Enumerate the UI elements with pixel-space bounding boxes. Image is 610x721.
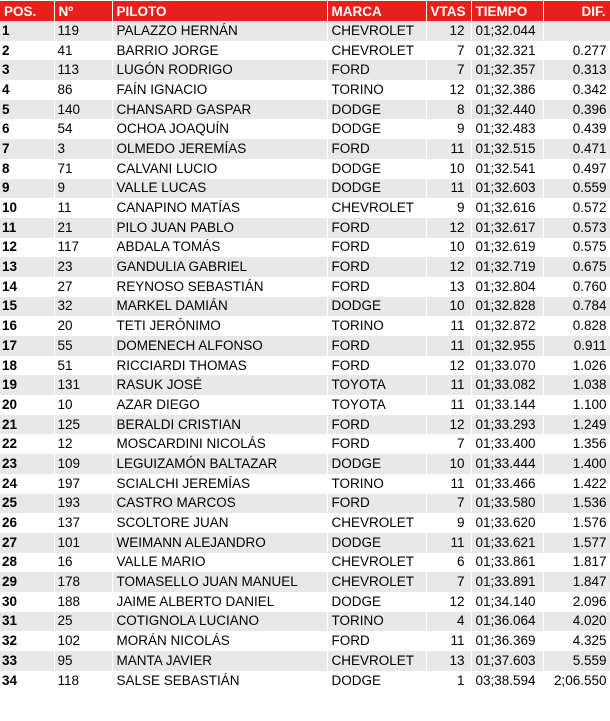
cell-tiempo: 01;32.515 xyxy=(471,139,543,159)
cell-num: 3 xyxy=(54,139,112,159)
cell-marca: DODGE xyxy=(327,592,426,612)
cell-piloto: SALSE SEBASTIÁN xyxy=(112,671,327,691)
cell-pos: 12 xyxy=(0,238,54,258)
cell-pos: 28 xyxy=(0,553,54,573)
table-row xyxy=(0,198,610,218)
cell-vtas: 7 xyxy=(426,434,471,454)
cell-num: 178 xyxy=(54,572,112,592)
cell-marca: DODGE xyxy=(327,100,426,120)
cell-marca: TOYOTA xyxy=(327,375,426,395)
table-row xyxy=(0,572,610,592)
table-row xyxy=(0,277,610,297)
cell-num: 23 xyxy=(54,257,112,277)
cell-piloto: LEGUIZAMÓN BALTAZAR xyxy=(112,454,327,474)
table-row xyxy=(0,434,610,454)
cell-marca: TORINO xyxy=(327,80,426,100)
cell-dif: 1.026 xyxy=(543,356,610,376)
cell-num: 86 xyxy=(54,80,112,100)
cell-num: 20 xyxy=(54,316,112,336)
cell-pos: 16 xyxy=(0,316,54,336)
cell-piloto: LUGÓN RODRIGO xyxy=(112,60,327,80)
cell-pos: 26 xyxy=(0,513,54,533)
cell-tiempo: 01;33.621 xyxy=(471,533,543,553)
cell-tiempo: 01;32.955 xyxy=(471,336,543,356)
cell-tiempo: 01;33.144 xyxy=(471,395,543,415)
cell-vtas: 11 xyxy=(426,533,471,553)
cell-marca: FORD xyxy=(327,60,426,80)
cell-dif: 4.020 xyxy=(543,612,610,632)
cell-piloto: RICCIARDI THOMAS xyxy=(112,356,327,376)
cell-num: 54 xyxy=(54,119,112,139)
cell-num: 117 xyxy=(54,238,112,258)
cell-vtas: 11 xyxy=(426,139,471,159)
table-row xyxy=(0,612,610,632)
cell-marca: CHEVROLET xyxy=(327,21,426,41)
cell-marca: FORD xyxy=(327,238,426,258)
cell-piloto: TETI JERÓNIMO xyxy=(112,316,327,336)
cell-piloto: MOSCARDINI NICOLÁS xyxy=(112,434,327,454)
cell-marca: CHEVROLET xyxy=(327,572,426,592)
cell-vtas: 9 xyxy=(426,198,471,218)
cell-num: 41 xyxy=(54,41,112,61)
cell-vtas: 11 xyxy=(426,375,471,395)
cell-dif: 0.497 xyxy=(543,159,610,179)
cell-piloto: GANDULIA GABRIEL xyxy=(112,257,327,277)
cell-vtas: 11 xyxy=(426,631,471,651)
cell-vtas: 11 xyxy=(426,316,471,336)
cell-tiempo: 01;33.620 xyxy=(471,513,543,533)
cell-tiempo: 01;36.369 xyxy=(471,631,543,651)
cell-vtas: 7 xyxy=(426,41,471,61)
cell-pos: 3 xyxy=(0,60,54,80)
cell-tiempo: 01;32.828 xyxy=(471,297,543,317)
cell-num: 27 xyxy=(54,277,112,297)
table-row xyxy=(0,21,610,41)
table-row xyxy=(0,592,610,612)
table-row xyxy=(0,375,610,395)
cell-dif: 0.784 xyxy=(543,297,610,317)
cell-piloto: VALLE LUCAS xyxy=(112,179,327,199)
cell-piloto: COTIGNOLA LUCIANO xyxy=(112,612,327,632)
cell-marca: TORINO xyxy=(327,316,426,336)
table-row xyxy=(0,474,610,494)
cell-tiempo: 01;33.466 xyxy=(471,474,543,494)
cell-pos: 20 xyxy=(0,395,54,415)
cell-dif: 0.911 xyxy=(543,336,610,356)
cell-piloto: CASTRO MARCOS xyxy=(112,494,327,514)
cell-marca: CHEVROLET xyxy=(327,553,426,573)
cell-piloto: OCHOA JOAQUÍN xyxy=(112,119,327,139)
cell-vtas: 4 xyxy=(426,612,471,632)
table-row xyxy=(0,238,610,258)
cell-vtas: 10 xyxy=(426,159,471,179)
cell-tiempo: 01;32.321 xyxy=(471,41,543,61)
cell-marca: DODGE xyxy=(327,179,426,199)
cell-num: 12 xyxy=(54,434,112,454)
cell-pos: 1 xyxy=(0,21,54,41)
cell-vtas: 12 xyxy=(426,257,471,277)
cell-num: 51 xyxy=(54,356,112,376)
table-row xyxy=(0,100,610,120)
cell-dif: 1.422 xyxy=(543,474,610,494)
cell-dif: 0.572 xyxy=(543,198,610,218)
cell-piloto: FAÍN IGNACIO xyxy=(112,80,327,100)
cell-piloto: PILO JUAN PABLO xyxy=(112,218,327,238)
cell-dif: 0.342 xyxy=(543,80,610,100)
cell-marca: FORD xyxy=(327,139,426,159)
table-row xyxy=(0,651,610,671)
cell-dif: 0.439 xyxy=(543,119,610,139)
table-row xyxy=(0,159,610,179)
cell-vtas: 7 xyxy=(426,494,471,514)
table-row xyxy=(0,119,610,139)
cell-marca: FORD xyxy=(327,277,426,297)
cell-marca: CHEVROLET xyxy=(327,651,426,671)
cell-marca: TORINO xyxy=(327,474,426,494)
cell-num: 32 xyxy=(54,297,112,317)
cell-piloto: RASUK JOSÉ xyxy=(112,375,327,395)
cell-dif: 1.400 xyxy=(543,454,610,474)
cell-piloto: MARKEL DAMIÁN xyxy=(112,297,327,317)
cell-vtas: 7 xyxy=(426,60,471,80)
table-row xyxy=(0,631,610,651)
cell-dif: 0.559 xyxy=(543,179,610,199)
cell-vtas: 7 xyxy=(426,572,471,592)
cell-piloto: CHANSARD GASPAR xyxy=(112,100,327,120)
cell-pos: 33 xyxy=(0,651,54,671)
cell-pos: 15 xyxy=(0,297,54,317)
cell-marca: FORD xyxy=(327,631,426,651)
cell-dif: 1.576 xyxy=(543,513,610,533)
table-row xyxy=(0,60,610,80)
cell-tiempo: 01;32.603 xyxy=(471,179,543,199)
table-row xyxy=(0,139,610,159)
cell-num: 16 xyxy=(54,553,112,573)
table-row xyxy=(0,316,610,336)
header-row xyxy=(0,1,610,21)
cell-dif: 0.396 xyxy=(543,100,610,120)
table-row xyxy=(0,513,610,533)
table-row xyxy=(0,553,610,573)
cell-pos: 32 xyxy=(0,631,54,651)
cell-num: 131 xyxy=(54,375,112,395)
cell-dif: 0.277 xyxy=(543,41,610,61)
cell-num: 101 xyxy=(54,533,112,553)
cell-piloto: WEIMANN ALEJANDRO xyxy=(112,533,327,553)
cell-tiempo: 01;33.293 xyxy=(471,415,543,435)
cell-num: 137 xyxy=(54,513,112,533)
table-row xyxy=(0,415,610,435)
cell-tiempo: 01;32.616 xyxy=(471,198,543,218)
cell-vtas: 12 xyxy=(426,218,471,238)
cell-num: 193 xyxy=(54,494,112,514)
cell-dif: 0.675 xyxy=(543,257,610,277)
cell-pos: 11 xyxy=(0,218,54,238)
results-body xyxy=(0,21,610,690)
cell-marca: FORD xyxy=(327,434,426,454)
cell-tiempo: 01;34.140 xyxy=(471,592,543,612)
cell-pos: 25 xyxy=(0,494,54,514)
header-num[interactable]: Nº xyxy=(54,1,112,21)
cell-piloto: OLMEDO JEREMÍAS xyxy=(112,139,327,159)
cell-piloto: JAIME ALBERTO DANIEL xyxy=(112,592,327,612)
cell-piloto: REYNOSO SEBASTIÁN xyxy=(112,277,327,297)
cell-pos: 6 xyxy=(0,119,54,139)
cell-vtas: 10 xyxy=(426,454,471,474)
cell-pos: 4 xyxy=(0,80,54,100)
cell-piloto: SCOLTORE JUAN xyxy=(112,513,327,533)
cell-vtas: 12 xyxy=(426,356,471,376)
cell-dif: 4.325 xyxy=(543,631,610,651)
cell-pos: 27 xyxy=(0,533,54,553)
cell-tiempo: 01;32.440 xyxy=(471,100,543,120)
cell-dif: 1.038 xyxy=(543,375,610,395)
cell-piloto: BARRIO JORGE xyxy=(112,41,327,61)
cell-vtas: 11 xyxy=(426,179,471,199)
cell-num: 140 xyxy=(54,100,112,120)
cell-marca: FORD xyxy=(327,415,426,435)
cell-vtas: 9 xyxy=(426,513,471,533)
cell-num: 113 xyxy=(54,60,112,80)
cell-marca: CHEVROLET xyxy=(327,513,426,533)
cell-piloto: AZAR DIEGO xyxy=(112,395,327,415)
cell-vtas: 10 xyxy=(426,297,471,317)
cell-piloto: CANAPINO MATÍAS xyxy=(112,198,327,218)
cell-marca: FORD xyxy=(327,257,426,277)
header-vtas[interactable]: VTAS xyxy=(426,1,471,21)
cell-pos: 9 xyxy=(0,179,54,199)
cell-tiempo: 01;32.804 xyxy=(471,277,543,297)
cell-marca: FORD xyxy=(327,218,426,238)
cell-dif: 1.847 xyxy=(543,572,610,592)
cell-num: 71 xyxy=(54,159,112,179)
cell-dif: 1.100 xyxy=(543,395,610,415)
cell-tiempo: 01;33.891 xyxy=(471,572,543,592)
table-row xyxy=(0,671,610,691)
cell-marca: DODGE xyxy=(327,297,426,317)
cell-num: 95 xyxy=(54,651,112,671)
table-row xyxy=(0,395,610,415)
cell-dif: 1.536 xyxy=(543,494,610,514)
cell-marca: TORINO xyxy=(327,612,426,632)
cell-vtas: 9 xyxy=(426,119,471,139)
cell-tiempo: 01;32.541 xyxy=(471,159,543,179)
cell-vtas: 10 xyxy=(426,238,471,258)
cell-marca: FORD xyxy=(327,494,426,514)
cell-pos: 22 xyxy=(0,434,54,454)
cell-num: 25 xyxy=(54,612,112,632)
cell-num: 10 xyxy=(54,395,112,415)
table-row xyxy=(0,257,610,277)
cell-dif: 0.573 xyxy=(543,218,610,238)
cell-dif: 5.559 xyxy=(543,651,610,671)
cell-tiempo: 01;33.444 xyxy=(471,454,543,474)
cell-pos: 24 xyxy=(0,474,54,494)
cell-num: 55 xyxy=(54,336,112,356)
cell-marca: FORD xyxy=(327,356,426,376)
cell-vtas: 11 xyxy=(426,474,471,494)
cell-pos: 19 xyxy=(0,375,54,395)
table-row xyxy=(0,218,610,238)
cell-dif: 0.313 xyxy=(543,60,610,80)
cell-vtas: 12 xyxy=(426,592,471,612)
cell-tiempo: 01;32.872 xyxy=(471,316,543,336)
cell-dif: 0.575 xyxy=(543,238,610,258)
cell-marca: DODGE xyxy=(327,671,426,691)
cell-pos: 14 xyxy=(0,277,54,297)
cell-vtas: 11 xyxy=(426,336,471,356)
cell-dif: 1.356 xyxy=(543,434,610,454)
cell-dif: 1.817 xyxy=(543,553,610,573)
table-row xyxy=(0,41,610,61)
cell-piloto: ABDALA TOMÁS xyxy=(112,238,327,258)
cell-tiempo: 01;37.603 xyxy=(471,651,543,671)
cell-piloto: DOMENECH ALFONSO xyxy=(112,336,327,356)
cell-tiempo: 01;32.619 xyxy=(471,238,543,258)
cell-piloto: TOMASELLO JUAN MANUEL xyxy=(112,572,327,592)
cell-marca: CHEVROLET xyxy=(327,41,426,61)
cell-tiempo: 01;33.400 xyxy=(471,434,543,454)
cell-pos: 8 xyxy=(0,159,54,179)
cell-dif: 0.471 xyxy=(543,139,610,159)
table-row xyxy=(0,297,610,317)
cell-pos: 13 xyxy=(0,257,54,277)
cell-num: 102 xyxy=(54,631,112,651)
cell-marca: DODGE xyxy=(327,119,426,139)
cell-num: 109 xyxy=(54,454,112,474)
header-marca[interactable]: MARCA xyxy=(327,1,426,21)
header-pos[interactable]: POS. xyxy=(0,1,54,21)
cell-tiempo: 01;32.617 xyxy=(471,218,543,238)
cell-dif: 1.577 xyxy=(543,533,610,553)
cell-tiempo: 01;33.070 xyxy=(471,356,543,376)
table-row xyxy=(0,454,610,474)
cell-pos: 18 xyxy=(0,356,54,376)
cell-marca: CHEVROLET xyxy=(327,198,426,218)
cell-tiempo: 01;32.044 xyxy=(471,21,543,41)
cell-dif: 1.249 xyxy=(543,415,610,435)
cell-vtas: 6 xyxy=(426,553,471,573)
cell-tiempo: 01;32.719 xyxy=(471,257,543,277)
cell-pos: 10 xyxy=(0,198,54,218)
cell-piloto: SCIALCHI JEREMÍAS xyxy=(112,474,327,494)
table-row xyxy=(0,494,610,514)
cell-dif xyxy=(543,21,610,41)
cell-pos: 21 xyxy=(0,415,54,435)
table-row xyxy=(0,80,610,100)
cell-vtas: 12 xyxy=(426,80,471,100)
cell-dif: 2.096 xyxy=(543,592,610,612)
cell-dif: 0.760 xyxy=(543,277,610,297)
cell-marca: DODGE xyxy=(327,454,426,474)
results-table xyxy=(0,1,610,690)
cell-vtas: 11 xyxy=(426,395,471,415)
cell-pos: 29 xyxy=(0,572,54,592)
cell-num: 118 xyxy=(54,671,112,691)
cell-num: 9 xyxy=(54,179,112,199)
table-row xyxy=(0,533,610,553)
cell-num: 188 xyxy=(54,592,112,612)
cell-pos: 30 xyxy=(0,592,54,612)
cell-dif: 0.828 xyxy=(543,316,610,336)
cell-pos: 23 xyxy=(0,454,54,474)
cell-pos: 34 xyxy=(0,671,54,691)
cell-piloto: VALLE MARIO xyxy=(112,553,327,573)
cell-num: 125 xyxy=(54,415,112,435)
cell-vtas: 12 xyxy=(426,21,471,41)
header-dif[interactable]: DIF. xyxy=(543,1,610,21)
cell-pos: 31 xyxy=(0,612,54,632)
cell-tiempo: 01;32.357 xyxy=(471,60,543,80)
cell-tiempo: 01;33.580 xyxy=(471,494,543,514)
cell-pos: 17 xyxy=(0,336,54,356)
cell-tiempo: 01;33.861 xyxy=(471,553,543,573)
cell-vtas: 13 xyxy=(426,651,471,671)
cell-piloto: MANTA JAVIER xyxy=(112,651,327,671)
cell-tiempo: 03;38.594 xyxy=(471,671,543,691)
cell-tiempo: 01;36.064 xyxy=(471,612,543,632)
cell-num: 21 xyxy=(54,218,112,238)
header-piloto[interactable]: PILOTO xyxy=(112,1,327,21)
cell-marca: TOYOTA xyxy=(327,395,426,415)
cell-num: 119 xyxy=(54,21,112,41)
cell-num: 11 xyxy=(54,198,112,218)
cell-vtas: 13 xyxy=(426,277,471,297)
cell-piloto: CALVANI LUCIO xyxy=(112,159,327,179)
cell-piloto: PALAZZO HERNÁN xyxy=(112,21,327,41)
cell-piloto: BERALDI CRISTIAN xyxy=(112,415,327,435)
cell-vtas: 1 xyxy=(426,671,471,691)
cell-dif: 2;06.550 xyxy=(543,671,610,691)
cell-tiempo: 01;32.483 xyxy=(471,119,543,139)
cell-marca: FORD xyxy=(327,336,426,356)
table-row xyxy=(0,356,610,376)
cell-tiempo: 01;32.386 xyxy=(471,80,543,100)
cell-num: 197 xyxy=(54,474,112,494)
cell-marca: DODGE xyxy=(327,533,426,553)
cell-marca: DODGE xyxy=(327,159,426,179)
cell-pos: 2 xyxy=(0,41,54,61)
cell-piloto: MORÁN NICOLÁS xyxy=(112,631,327,651)
cell-pos: 5 xyxy=(0,100,54,120)
cell-vtas: 8 xyxy=(426,100,471,120)
cell-pos: 7 xyxy=(0,139,54,159)
cell-tiempo: 01;33.082 xyxy=(471,375,543,395)
table-row xyxy=(0,336,610,356)
table-row xyxy=(0,179,610,199)
cell-vtas: 12 xyxy=(426,415,471,435)
header-tiempo[interactable]: TIEMPO xyxy=(471,1,543,21)
